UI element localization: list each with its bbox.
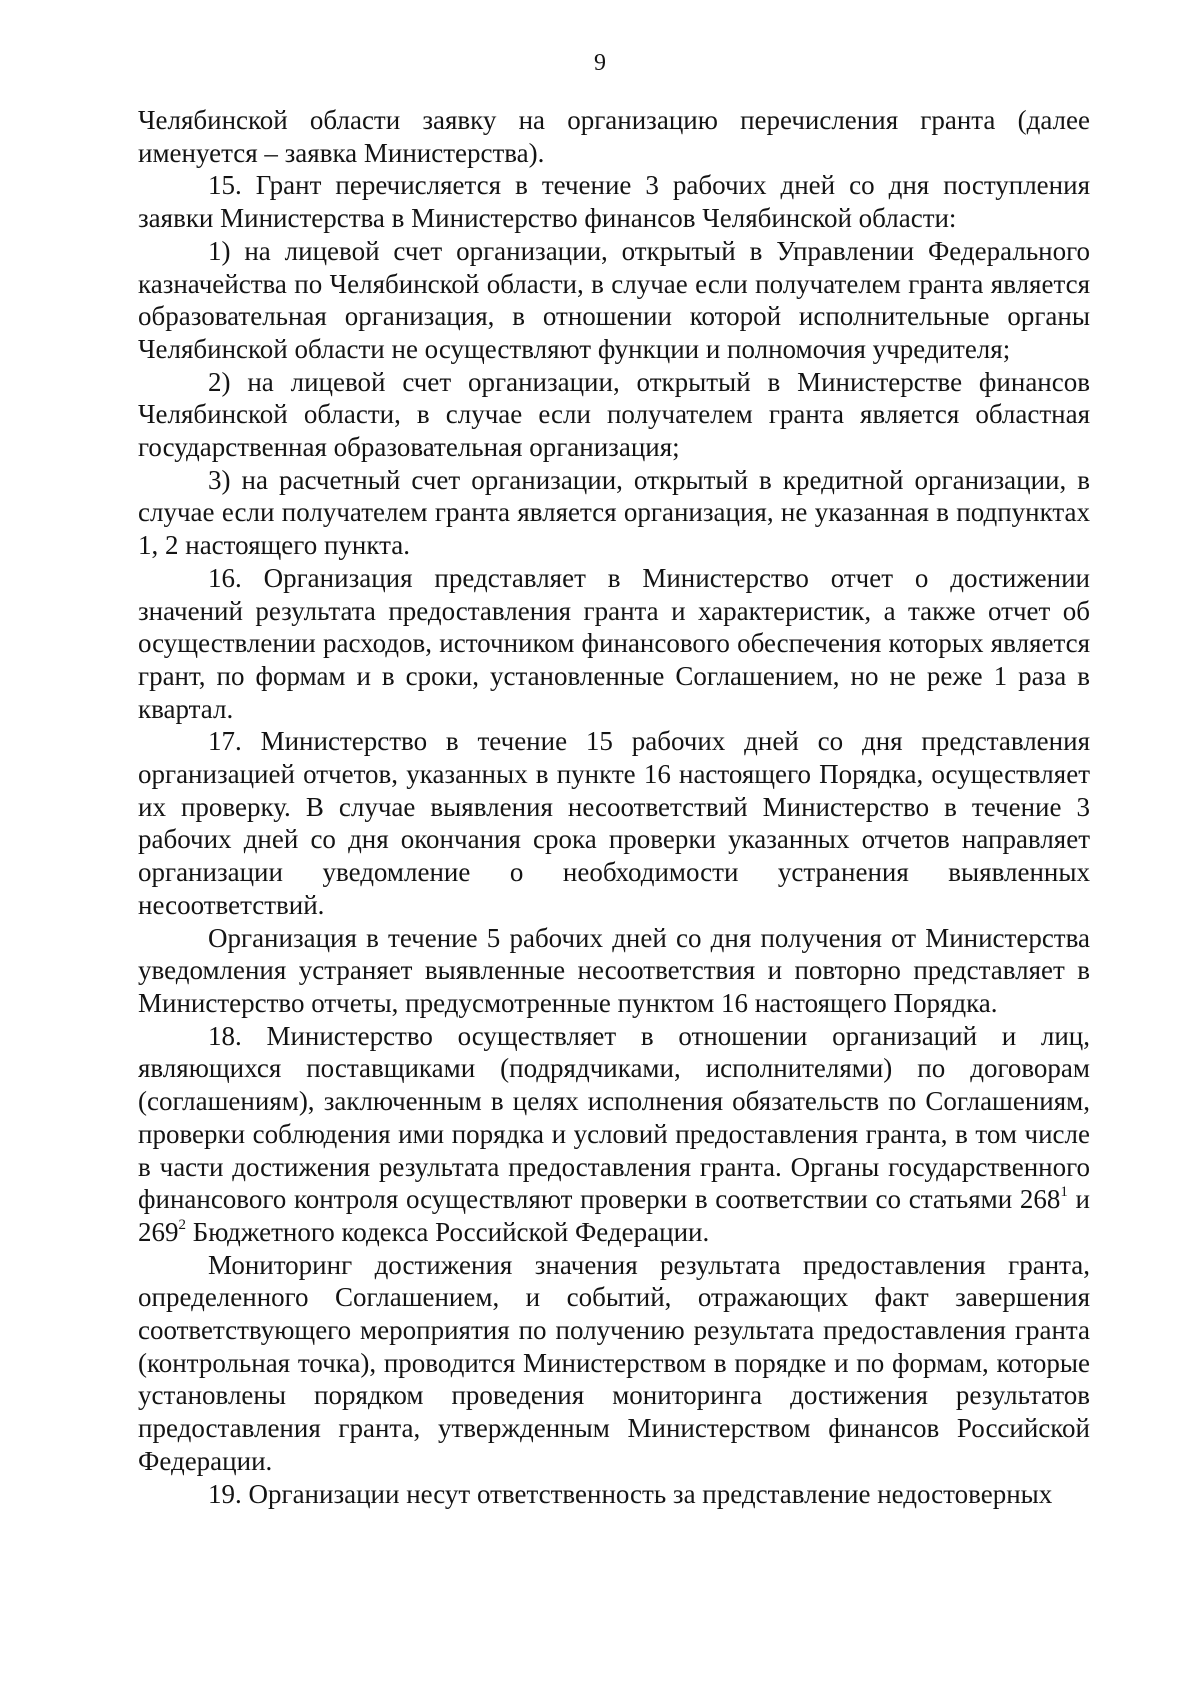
paragraph-monitoring: Мониторинг достижения значения результата предоставления гранта, определенного Соглашением, и событий, отражающих факт завершения соответствующего мероприятия по получению результата предоставления гранта (контрольная точка), проводится Министерством в порядке и по формам, которые установлены порядком проведения мониторинга достижения результатов предоставления гранта, утвержденным Министерством финансов Российской Федерации. <box>138 1249 1090 1476</box>
paragraph-15-item-2: 2) на лицевой счет организации, открытый в Министерстве финансов Челябинской области, в случае если получателем гранта является областная государственная образовательная организация; <box>138 366 1090 463</box>
paragraph-15-item-3: 3) на расчетный счет организации, открытый в кредитной организации, в случае если получателем гранта является организация, не указанная в подпунктах 1, 2 настоящего пункта. <box>138 464 1090 561</box>
paragraph-18-text-c: Бюджетного кодекса Российской Федерации. <box>186 1216 710 1247</box>
paragraph-18-text-b: и 269 <box>138 1184 1090 1247</box>
paragraph-18-text-a: 18. Министерство осуществляет в отношении организаций и лиц, являющихся поставщиками (подрядчиками, исполнителями) по договорам (соглашениям), заключенным в целях исполнения обязательств по Соглашениям, проверки соблюдения ими порядка и условий предоставления гранта, в том числе в части достижения результата предоставления гранта. Органы государственного финансового контроля осуществляют проверки в соответствии со статьями 268 <box>138 1020 1090 1215</box>
paragraph-15-item-1: 1) на лицевой счет организации, открытый в Управлении Федерального казначейства по Челябинской области, в случае если получателем гранта является образовательная организация, в отношении которой исполнительные органы Челябинской области не осуществляют функции и полномочия учредителя; <box>138 235 1090 364</box>
paragraph-continuation: Челябинской области заявку на организацию перечисления гранта (далее именуется – заявка Министерства). <box>138 105 1090 168</box>
paragraph-16: 16. Организация представляет в Министерство отчет о достижении значений результата предоставления гранта и характеристик, а также отчет об осуществлении расходов, источником финансового обеспечения которых является грант, по формам и в сроки, установленные Соглашением, но не реже 1 раза в квартал. <box>138 562 1090 724</box>
paragraph-17-continued: Организация в течение 5 рабочих дней со дня получения от Министерства уведомления устраняет выявленные несоответствия и повторно представляет в Министерство отчеты, предусмотренные пунктом 16 настоящего Порядка. <box>138 922 1090 1018</box>
page-number: 9 <box>594 50 606 76</box>
document-body <box>138 104 1090 1510</box>
paragraph-17: 17. Министерство в течение 15 рабочих дней со дня представления организацией отчетов, указанных в пункте 16 настоящего Порядка, осуществляет их проверку. В случае выявления несоответствий Министерство в течение 3 рабочих дней со дня окончания срока проверки указанных отчетов направляет организации уведомление о необходимости устранения выявленных несоответствий. <box>138 726 1090 920</box>
paragraph-19: 19. Организации несут ответственность за представление недостоверных <box>208 1478 1053 1509</box>
paragraph-15: 15. Грант перечисляется в течение 3 рабочих дней со дня поступления заявки Министерства в Министерство финансов Челябинской области: <box>138 170 1090 234</box>
superscript-1: 1 <box>1060 1184 1068 1201</box>
superscript-2: 2 <box>178 1216 186 1233</box>
paragraph-18 <box>138 1020 1090 1249</box>
